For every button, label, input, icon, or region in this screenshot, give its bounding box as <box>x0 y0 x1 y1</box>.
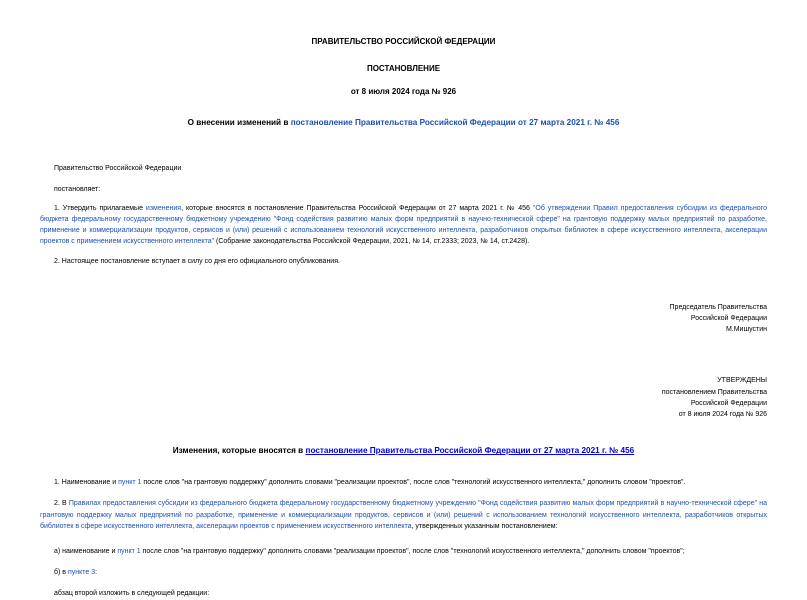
decree-word: постановляет: <box>54 185 101 193</box>
clause-1-decree-title-link[interactable]: "Об утверждении Правил предоставления субсидии из федерального бюджета федеральному государственному бюджетному учреждению "Фонд содействия развитию малых форм предприятий в научно-технической сфере" на грантовую поддержку малых предприятий по разработке, применение и коммерциализации продуктов, сервисов и (или) решений с использованием технологий искусственного интеллекта, разработчиков открытых библиотек в сфере искусственного интеллекта, акселерации проектов с применением искусственного интеллекта" <box>40 204 767 246</box>
changes-heading-prefix: Изменения, которые вносятся в <box>172 446 306 456</box>
clause-2: 2. Настоящее постановление вступает в силу со дня его официального опубликования. <box>54 257 340 265</box>
approval-block <box>40 375 767 420</box>
change-subitem-b-text-b: : <box>95 569 98 577</box>
change-subitem-a-text-a: а) наименование и <box>54 548 118 556</box>
clause-1-changes-link[interactable]: изменения <box>145 204 182 212</box>
clause-1 <box>40 203 767 248</box>
change-item-2-text-b: , утвержденных указанным постановлением: <box>411 522 558 530</box>
change-subitem-paragraph: абзац второй изложить в следующей редакции: <box>54 590 210 598</box>
signature-line-3: М.Мишустин <box>725 326 767 334</box>
signature-line-2: Российской Федерации <box>690 315 767 323</box>
change-subitem-b-link[interactable]: пункте 3 <box>67 569 96 577</box>
title-decree-link[interactable]: постановление Правительства Российской Федерации от 27 марта 2021 г. № 456 <box>290 118 620 128</box>
approval-line-2: постановлением Правительства <box>661 388 767 396</box>
approval-line-4: от 8 июля 2024 года № 926 <box>678 410 767 418</box>
clause-1-text-d: (Собрание законодательства Российской Федерации, 2021, № 14, ст.2333; 2023, № 14, ст.2428). <box>214 238 530 246</box>
changes-heading <box>40 444 767 457</box>
government-heading: ПРАВИТЕЛЬСТВО РОССИЙСКОЙ ФЕДЕРАЦИИ <box>311 37 496 46</box>
change-item-2-text-a: 2. В <box>54 500 69 508</box>
title-prefix: О внесении изменений в <box>187 118 291 128</box>
clause-1-text-b: , которые вносятся в постановление Правительства Российской Федерации от 27 марта 2021 г. № 456 <box>181 204 533 212</box>
change-subitem-b <box>40 567 767 578</box>
change-item-1-text-a: 1. Наименование и <box>54 479 119 487</box>
change-item-2 <box>40 498 767 532</box>
document-date-number: от 8 июля 2024 года № 926 <box>350 86 457 96</box>
changes-heading-decree-link[interactable]: постановление Правительства Российской Федерации от 27 марта 2021 г. № 456 <box>305 446 635 456</box>
change-subitem-b-text-a: б) в <box>54 569 68 577</box>
document-title <box>40 116 767 129</box>
signature-line-1: Председатель Правительства <box>669 303 767 311</box>
change-subitem-a-link[interactable]: пункт 1 <box>117 548 141 556</box>
change-subitem-a <box>40 546 767 557</box>
approval-line-3: Российской Федерации <box>690 399 767 407</box>
change-item-1-text-b: после слов "на грантовую поддержку" дополнить словами "реализации проектов", после слов "технологий искусственного интеллекта," дополнить словом "проектов". <box>141 479 686 487</box>
document-kind: ПОСТАНОВЛЕНИЕ <box>366 63 441 73</box>
government-line: Правительство Российской Федерации <box>54 164 182 172</box>
clause-1-text-a: 1. Утвердить прилагаемые <box>54 204 146 212</box>
change-subitem-a-text-b: после слов "на грантовую поддержку" дополнить словами "реализации проектов", после слов "технологий искусственного интеллекта," дополнить словом "проектов"; <box>140 548 685 556</box>
change-item-2-rules-link[interactable]: Правилах предоставления субсидии из федерального бюджета федеральному государственному бюджетному учреждению "Фонд содействия развитию малых форм предприятий в научно-технической сфере" на грантовую поддержку малых предприятий по разработке, применение и коммерциализации продуктов, сервисов и (или) решений с использованием технологий искусственного интеллекта, разработчиков открытых библиотек в сфере искусственного интеллекта, акселерации проектов с применением искусственного интеллекта <box>40 500 767 530</box>
change-item-1-link[interactable]: пункт 1 <box>118 479 142 487</box>
approval-line-1: УТВЕРЖДЕНЫ <box>717 377 767 385</box>
change-item-1 <box>40 477 767 488</box>
signature-block <box>40 302 767 336</box>
